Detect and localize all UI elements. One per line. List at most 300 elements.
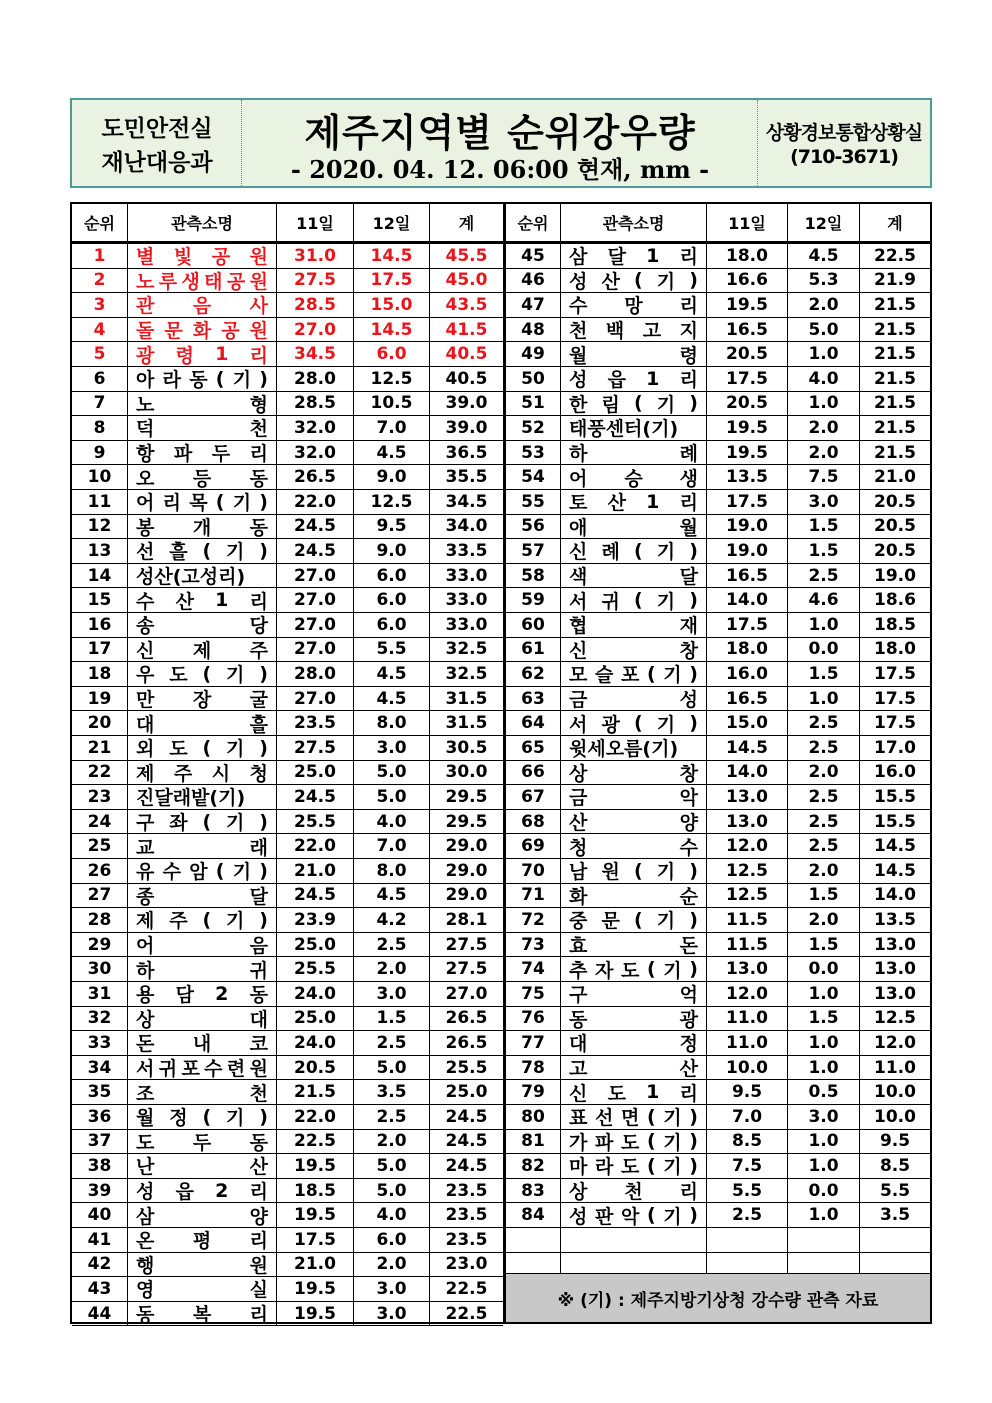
table-row xyxy=(506,367,930,392)
table-row xyxy=(506,785,930,810)
total-cell: 45.0 xyxy=(445,270,488,291)
station-name-cell: 유 수 암 ( 기 ) xyxy=(128,859,277,883)
rank-cell: 36 xyxy=(72,1105,128,1129)
total-cell: 10.0 xyxy=(874,1106,916,1127)
station-name-cell: 외 도 ( 기 ) xyxy=(128,736,277,760)
table-row xyxy=(506,1154,930,1179)
rank-cell: 56 xyxy=(506,515,561,539)
station-name-cell: 광 령 1 리 xyxy=(128,342,277,366)
total-cell: 34.5 xyxy=(445,491,488,512)
station-name-cell: 제 주 ( 기 ) xyxy=(128,908,277,932)
day11-cell: 31.0 xyxy=(277,244,354,268)
station-name-cell: 용 담 2 동 xyxy=(128,982,277,1006)
day11-cell: 12.5 xyxy=(707,884,788,908)
day12-cell: 1.0 xyxy=(788,982,860,1006)
table-row xyxy=(72,933,503,958)
rank-cell: 60 xyxy=(506,613,561,637)
station-name-cell: 토 산 1 리 xyxy=(561,490,707,514)
rank-cell: 67 xyxy=(506,785,561,809)
day11-cell: 7.0 xyxy=(707,1105,788,1129)
day12-cell: 2.5 xyxy=(788,834,860,858)
total-cell: 21.0 xyxy=(874,467,916,488)
total-cell: 28.1 xyxy=(445,909,488,930)
total-cell: 21.5 xyxy=(874,319,916,340)
day12-cell: 1.0 xyxy=(788,342,860,366)
table-row xyxy=(72,810,503,835)
total-cell: 8.5 xyxy=(879,1155,911,1176)
day11-cell: 27.0 xyxy=(277,564,354,588)
station-name-cell: 관 음 사 xyxy=(128,293,277,317)
day11-cell: 19.5 xyxy=(277,1277,354,1301)
rank-cell: 38 xyxy=(72,1154,128,1178)
day11-cell: 14.0 xyxy=(707,588,788,612)
total-cell: 27.5 xyxy=(445,934,488,955)
day12-cell: 1.5 xyxy=(788,1007,860,1031)
station-name-cell: 상 대 xyxy=(128,1007,277,1031)
table-row xyxy=(506,662,930,687)
day11-cell: 17.5 xyxy=(707,367,788,391)
total-cell: 16.0 xyxy=(874,762,916,783)
rank-cell: 34 xyxy=(72,1056,128,1080)
day11-cell: 27.0 xyxy=(277,687,354,711)
day12-cell: 1.5 xyxy=(788,884,860,908)
table-row xyxy=(72,342,503,367)
day11-cell: 19.5 xyxy=(707,441,788,465)
rank-cell: 43 xyxy=(72,1277,128,1301)
day12-cell: 3.0 xyxy=(354,736,430,760)
rank-cell: 77 xyxy=(506,1031,561,1055)
total-cell: 14.5 xyxy=(874,860,916,881)
rank-cell: 79 xyxy=(506,1080,561,1104)
day11-cell: 28.0 xyxy=(277,367,354,391)
rank-cell: 21 xyxy=(72,736,128,760)
total-cell: 17.5 xyxy=(874,663,916,684)
station-name-cell: 노 형 xyxy=(128,392,277,416)
day11-cell: 9.5 xyxy=(707,1080,788,1104)
station-name-cell: 한 림 ( 기 ) xyxy=(561,392,707,416)
day11-cell: 21.5 xyxy=(277,1080,354,1104)
table-row xyxy=(506,1007,930,1032)
total-cell: 18.0 xyxy=(874,639,916,660)
rank-cell: 83 xyxy=(506,1179,561,1203)
day11-cell: 25.0 xyxy=(277,1007,354,1031)
day11-cell: 20.5 xyxy=(277,1056,354,1080)
rank-cell: 39 xyxy=(72,1179,128,1203)
rank-cell: 76 xyxy=(506,1007,561,1031)
rank-cell: 61 xyxy=(506,638,561,662)
empty-cell xyxy=(561,1228,707,1252)
rank-cell: 28 xyxy=(72,908,128,932)
station-name-cell: 추 자 도 ( 기 ) xyxy=(561,957,707,981)
total-cell: 13.5 xyxy=(874,909,916,930)
total-cell: 12.5 xyxy=(874,1008,916,1029)
total-cell: 24.5 xyxy=(445,1106,488,1127)
rank-cell: 14 xyxy=(72,564,128,588)
rank-cell: 80 xyxy=(506,1105,561,1129)
station-name-cell: 교 래 xyxy=(128,834,277,858)
station-name-cell: 서 광 ( 기 ) xyxy=(561,711,707,735)
total-cell: 21.5 xyxy=(874,294,916,315)
station-name-cell: 산 양 xyxy=(561,810,707,834)
day12-cell: 1.5 xyxy=(788,539,860,563)
total-cell: 13.0 xyxy=(874,934,916,955)
station-name-cell: 봉 개 동 xyxy=(128,515,277,539)
total-cell: 3.5 xyxy=(879,1205,911,1226)
rank-cell: 57 xyxy=(506,539,561,563)
day11-cell: 19.5 xyxy=(707,416,788,440)
station-name-cell: 성 읍 1 리 xyxy=(561,367,707,391)
day11-cell: 19.0 xyxy=(707,539,788,563)
table-row xyxy=(506,1031,930,1056)
total-cell: 35.5 xyxy=(445,467,488,488)
day12-cell: 5.5 xyxy=(354,638,430,662)
total-cell: 43.5 xyxy=(445,294,488,315)
table-row xyxy=(72,515,503,540)
station-name-cell: 애 월 xyxy=(561,515,707,539)
station-name-cell: 대 정 xyxy=(561,1031,707,1055)
table-row xyxy=(506,392,930,417)
total-cell: 24.5 xyxy=(445,1155,488,1176)
total-cell: 17.5 xyxy=(874,713,916,734)
rank-cell: 46 xyxy=(506,269,561,293)
rank-cell: 13 xyxy=(72,539,128,563)
station-name-cell: 하 례 xyxy=(561,441,707,465)
day12-cell: 2.0 xyxy=(354,1130,430,1154)
day11-cell: 34.5 xyxy=(277,342,354,366)
day12-cell: 10.5 xyxy=(354,392,430,416)
table-row xyxy=(506,269,930,294)
day11-cell: 13.0 xyxy=(707,957,788,981)
day12-cell: 1.0 xyxy=(788,1154,860,1178)
station-name-cell: 송 당 xyxy=(128,613,277,637)
day12-cell: 14.5 xyxy=(354,318,430,342)
table-row xyxy=(72,293,503,318)
table-row xyxy=(72,1080,503,1105)
rank-cell: 32 xyxy=(72,1007,128,1031)
table-row xyxy=(72,662,503,687)
rank-cell: 58 xyxy=(506,564,561,588)
total-cell: 30.5 xyxy=(445,737,488,758)
day12-cell: 0.0 xyxy=(788,957,860,981)
rank-cell: 52 xyxy=(506,416,561,440)
station-name-cell: 천 백 고 지 xyxy=(561,318,707,342)
table-row xyxy=(72,1253,503,1278)
station-name-cell: 우 도 ( 기 ) xyxy=(128,662,277,686)
day12-cell: 5.0 xyxy=(354,1056,430,1080)
day12-cell: 5.0 xyxy=(354,761,430,785)
table-row xyxy=(506,933,930,958)
header-day12: 12일 xyxy=(354,204,430,241)
station-name-cell: 난 산 xyxy=(128,1154,277,1178)
station-name-cell: 행 원 xyxy=(128,1253,277,1277)
day12-cell: 2.0 xyxy=(788,859,860,883)
table-row xyxy=(506,810,930,835)
table-row xyxy=(72,416,503,441)
rank-cell: 29 xyxy=(72,933,128,957)
table-header xyxy=(506,204,930,244)
rank-cell: 3 xyxy=(72,293,128,317)
table-row xyxy=(506,318,930,343)
total-cell: 23.5 xyxy=(445,1180,488,1201)
total-cell: 33.0 xyxy=(445,565,488,586)
day12-cell: 4.0 xyxy=(788,367,860,391)
table-row xyxy=(72,539,503,564)
station-name-cell: 어 리 목 ( 기 ) xyxy=(128,490,277,514)
station-name-cell: 표 선 면 ( 기 ) xyxy=(561,1105,707,1129)
report-timestamp: - 2020. 04. 12. 06:00 현재, mm - xyxy=(290,155,710,184)
day11-cell: 28.0 xyxy=(277,662,354,686)
station-name-cell: 도 두 동 xyxy=(128,1130,277,1154)
total-cell: 23.0 xyxy=(445,1254,488,1275)
day12-cell: 3.0 xyxy=(354,1277,430,1301)
division-name: 재난대응과 xyxy=(101,150,213,176)
table-row xyxy=(72,785,503,810)
total-cell: 29.5 xyxy=(445,786,488,807)
total-cell: 41.5 xyxy=(445,319,488,340)
office-phone: (710-3671) xyxy=(790,146,898,168)
rank-cell: 51 xyxy=(506,392,561,416)
rank-cell: 63 xyxy=(506,687,561,711)
day12-cell: 4.2 xyxy=(354,908,430,932)
total-cell: 31.5 xyxy=(445,688,488,709)
total-cell: 21.5 xyxy=(874,344,916,365)
day12-cell: 1.5 xyxy=(788,933,860,957)
rank-cell: 78 xyxy=(506,1056,561,1080)
day11-cell: 24.0 xyxy=(277,982,354,1006)
day11-cell: 17.5 xyxy=(707,490,788,514)
rank-cell: 40 xyxy=(72,1203,128,1227)
table-row xyxy=(72,392,503,417)
day12-cell: 9.0 xyxy=(354,465,430,489)
total-cell: 21.5 xyxy=(874,393,916,414)
department-box xyxy=(72,100,242,186)
total-cell: 20.5 xyxy=(874,491,916,512)
day12-cell: 15.0 xyxy=(354,293,430,317)
day11-cell: 22.0 xyxy=(277,1105,354,1129)
total-cell: 5.5 xyxy=(879,1180,911,1201)
day12-cell: 1.5 xyxy=(788,662,860,686)
rank-cell: 47 xyxy=(506,293,561,317)
day12-cell: 6.0 xyxy=(354,1228,430,1252)
total-cell: 29.0 xyxy=(445,836,488,857)
day11-cell: 19.5 xyxy=(277,1302,354,1326)
day12-cell: 7.5 xyxy=(788,465,860,489)
table-row xyxy=(506,834,930,859)
day12-cell: 1.0 xyxy=(788,392,860,416)
day12-cell: 4.0 xyxy=(354,1203,430,1227)
day12-cell: 8.0 xyxy=(354,859,430,883)
day11-cell: 13.0 xyxy=(707,785,788,809)
rainfall-table xyxy=(70,202,932,1327)
table-row xyxy=(72,957,503,982)
rank-cell: 75 xyxy=(506,982,561,1006)
day11-cell: 19.5 xyxy=(277,1154,354,1178)
station-name-cell: 상 천 리 xyxy=(561,1179,707,1203)
station-name-cell: 서 귀 포 수 련 원 xyxy=(128,1056,277,1080)
table-row xyxy=(72,588,503,613)
day12-cell: 17.5 xyxy=(354,269,430,293)
total-cell: 10.0 xyxy=(874,1082,916,1103)
day11-cell: 10.0 xyxy=(707,1056,788,1080)
total-cell: 30.0 xyxy=(445,762,488,783)
table-row xyxy=(72,244,503,269)
total-cell: 11.0 xyxy=(874,1057,916,1078)
rank-cell: 53 xyxy=(506,441,561,465)
station-name-cell: 하 귀 xyxy=(128,957,277,981)
total-cell: 15.5 xyxy=(874,786,916,807)
day11-cell: 13.0 xyxy=(707,810,788,834)
day12-cell: 0.0 xyxy=(788,1179,860,1203)
day11-cell: 27.0 xyxy=(277,638,354,662)
header-day11: 11일 xyxy=(707,204,788,241)
table-row xyxy=(506,1179,930,1204)
station-name-cell: 만 장 굴 xyxy=(128,687,277,711)
table-row xyxy=(72,687,503,712)
empty-cell xyxy=(707,1228,788,1252)
station-name-cell: 태풍센터(기) xyxy=(561,416,707,440)
day11-cell: 28.5 xyxy=(277,293,354,317)
day12-cell: 2.5 xyxy=(354,933,430,957)
table-row xyxy=(506,515,930,540)
day12-cell: 3.0 xyxy=(354,982,430,1006)
day11-cell: 21.0 xyxy=(277,1253,354,1277)
station-name-cell: 가 파 도 ( 기 ) xyxy=(561,1130,707,1154)
day11-cell: 18.0 xyxy=(707,638,788,662)
station-name-cell: 모 슬 포 ( 기 ) xyxy=(561,662,707,686)
table-row xyxy=(72,1277,503,1302)
table-row xyxy=(72,490,503,515)
station-name-cell: 대 흘 xyxy=(128,711,277,735)
total-cell: 25.0 xyxy=(445,1082,488,1103)
day12-cell: 3.0 xyxy=(788,490,860,514)
total-cell: 27.0 xyxy=(445,983,488,1004)
rank-cell: 59 xyxy=(506,588,561,612)
total-cell: 18.5 xyxy=(874,614,916,635)
day12-cell: 5.0 xyxy=(354,785,430,809)
rank-cell: 24 xyxy=(72,810,128,834)
table-row xyxy=(72,859,503,884)
table-row xyxy=(506,613,930,638)
day12-cell: 1.5 xyxy=(788,515,860,539)
day12-cell: 2.0 xyxy=(788,441,860,465)
day11-cell: 7.5 xyxy=(707,1154,788,1178)
total-cell: 39.0 xyxy=(445,393,488,414)
total-cell: 23.5 xyxy=(445,1229,488,1250)
station-name-cell: 고 산 xyxy=(561,1056,707,1080)
station-name-cell: 마 라 도 ( 기 ) xyxy=(561,1154,707,1178)
total-cell: 18.6 xyxy=(874,590,916,611)
rainfall-table-right xyxy=(506,204,930,1322)
station-name-cell: 월 령 xyxy=(561,342,707,366)
day11-cell: 27.0 xyxy=(277,613,354,637)
table-row xyxy=(506,859,930,884)
station-name-cell: 효 돈 xyxy=(561,933,707,957)
station-name-cell: 노 루 생 태 공 원 xyxy=(128,269,277,293)
rank-cell: 7 xyxy=(72,392,128,416)
table-header xyxy=(72,204,503,244)
table-row xyxy=(506,293,930,318)
rank-cell: 8 xyxy=(72,416,128,440)
total-cell: 9.5 xyxy=(879,1131,911,1152)
station-name-cell: 신 창 xyxy=(561,638,707,662)
rank-cell: 20 xyxy=(72,711,128,735)
station-name-cell: 신 례 ( 기 ) xyxy=(561,539,707,563)
table-row xyxy=(506,736,930,761)
total-cell: 32.5 xyxy=(445,639,488,660)
empty-cell xyxy=(788,1228,860,1252)
day11-cell: 11.5 xyxy=(707,933,788,957)
day11-cell: 25.5 xyxy=(277,810,354,834)
table-body xyxy=(506,244,930,1322)
rank-cell: 42 xyxy=(72,1253,128,1277)
table-row xyxy=(72,441,503,466)
day12-cell: 5.3 xyxy=(788,269,860,293)
rank-cell: 1 xyxy=(72,244,128,268)
station-name-cell: 삼 달 1 리 xyxy=(561,244,707,268)
day12-cell: 2.5 xyxy=(354,1105,430,1129)
total-cell: 25.5 xyxy=(445,1057,488,1078)
rainfall-table-left xyxy=(72,204,506,1327)
rank-cell: 81 xyxy=(506,1130,561,1154)
table-row xyxy=(72,367,503,392)
rank-cell: 54 xyxy=(506,465,561,489)
rank-cell: 18 xyxy=(72,662,128,686)
station-name-cell: 동 복 리 xyxy=(128,1302,277,1326)
total-cell: 27.5 xyxy=(445,959,488,980)
empty-cell xyxy=(506,1228,561,1252)
table-row xyxy=(72,1179,503,1204)
rank-cell: 9 xyxy=(72,441,128,465)
total-cell: 26.5 xyxy=(445,1008,488,1029)
rank-cell: 41 xyxy=(72,1228,128,1252)
station-name-cell: 성 읍 2 리 xyxy=(128,1179,277,1203)
office-name: 상황경보통합상황실 xyxy=(765,122,923,144)
table-row xyxy=(72,834,503,859)
rank-cell: 37 xyxy=(72,1130,128,1154)
rank-cell: 66 xyxy=(506,761,561,785)
total-cell: 31.5 xyxy=(445,713,488,734)
day11-cell: 20.5 xyxy=(707,342,788,366)
rank-cell: 44 xyxy=(72,1302,128,1326)
day11-cell: 14.5 xyxy=(707,736,788,760)
day11-cell: 5.5 xyxy=(707,1179,788,1203)
station-name-cell: 영 실 xyxy=(128,1277,277,1301)
day11-cell: 32.0 xyxy=(277,441,354,465)
day11-cell: 25.0 xyxy=(277,933,354,957)
day11-cell: 28.5 xyxy=(277,392,354,416)
station-name-cell: 어 승 생 xyxy=(561,465,707,489)
total-cell: 21.5 xyxy=(874,417,916,438)
day11-cell: 11.0 xyxy=(707,1031,788,1055)
day11-cell: 23.9 xyxy=(277,908,354,932)
header-station: 관측소명 xyxy=(561,204,707,241)
report-header xyxy=(70,98,932,188)
day12-cell: 6.0 xyxy=(354,564,430,588)
rank-cell: 71 xyxy=(506,884,561,908)
table-row xyxy=(506,1056,930,1081)
station-name-cell: 월 정 ( 기 ) xyxy=(128,1105,277,1129)
day11-cell: 16.5 xyxy=(707,564,788,588)
rank-cell: 2 xyxy=(72,269,128,293)
total-cell: 12.0 xyxy=(874,1032,916,1053)
day12-cell: 7.0 xyxy=(354,416,430,440)
empty-row xyxy=(506,1228,930,1253)
station-name-cell: 종 달 xyxy=(128,884,277,908)
day12-cell: 2.5 xyxy=(788,785,860,809)
table-row xyxy=(506,1080,930,1105)
table-row xyxy=(506,1130,930,1155)
total-cell: 33.5 xyxy=(445,540,488,561)
